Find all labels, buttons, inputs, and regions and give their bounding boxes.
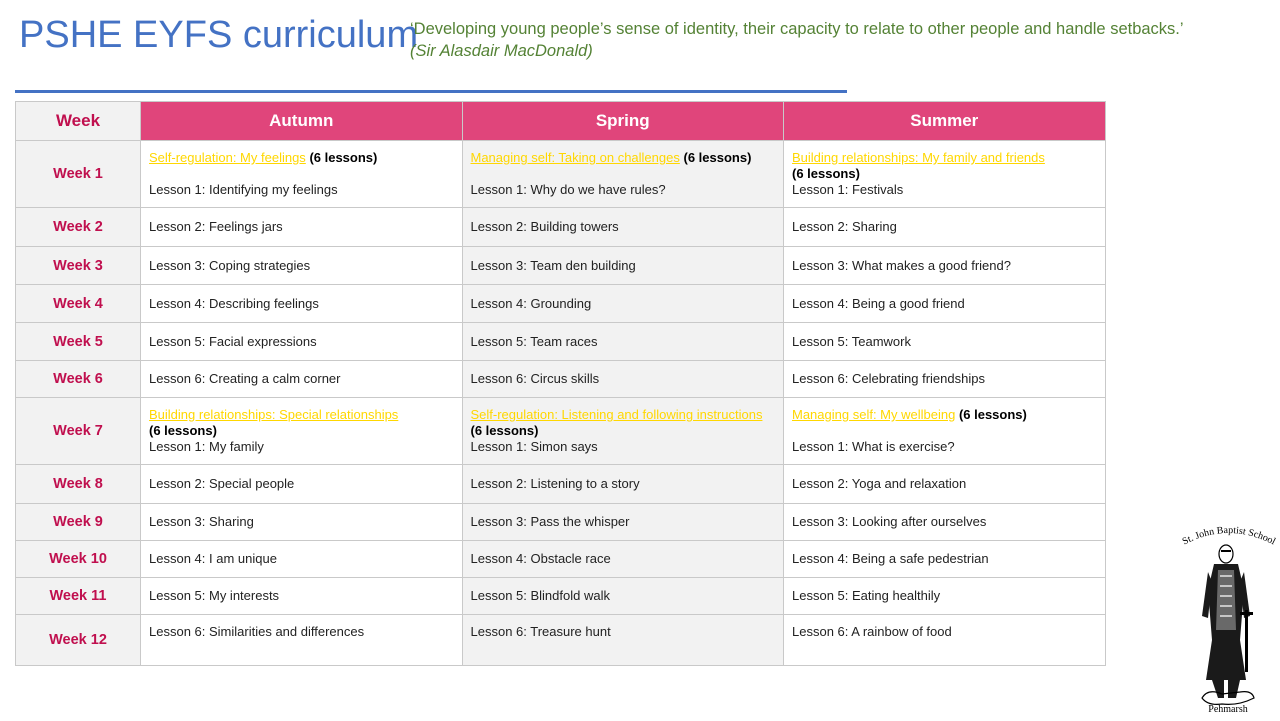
lesson-text: Lesson 1: Simon says — [470, 439, 598, 454]
table-row — [16, 247, 1106, 285]
autumn-cell: Lesson 6: Creating a calm corner — [141, 361, 463, 398]
week-label: Week 11 — [16, 578, 141, 615]
lesson-text: Lesson 1: Identifying my feelings — [149, 182, 338, 197]
week-label: Week 3 — [16, 247, 141, 285]
unit-link-summer-2[interactable]: Managing self: My wellbeing — [792, 407, 956, 422]
header-week: Week — [16, 102, 141, 141]
unit-count: (6 lessons) — [309, 150, 378, 165]
week-label: Week 8 — [16, 465, 141, 504]
unit-link-spring-1[interactable]: Managing self: Taking on challenges — [470, 150, 680, 165]
spring-cell: Lesson 5: Team races — [462, 323, 784, 361]
school-logo — [1178, 520, 1278, 716]
quote-block — [410, 18, 1270, 62]
table-row — [16, 541, 1106, 578]
unit-count: (6 lessons) — [683, 150, 752, 165]
week-label: Week 9 — [16, 504, 141, 541]
spring-cell — [462, 398, 784, 465]
autumn-cell: Lesson 2: Special people — [141, 465, 463, 504]
table-row — [16, 285, 1106, 323]
spring-cell: Lesson 2: Building towers — [462, 208, 784, 247]
table-row — [16, 323, 1106, 361]
autumn-cell: Lesson 3: Sharing — [141, 504, 463, 541]
summer-cell: Lesson 2: Sharing — [784, 208, 1106, 247]
table-row — [16, 615, 1106, 666]
summer-cell: Lesson 4: Being a safe pedestrian — [784, 541, 1106, 578]
unit-link-spring-2[interactable]: Self-regulation: Listening and following instructions — [470, 407, 763, 422]
autumn-cell: Lesson 5: My interests — [141, 578, 463, 615]
autumn-cell — [141, 398, 463, 465]
spring-cell: Lesson 4: Grounding — [462, 285, 784, 323]
autumn-cell — [141, 141, 463, 208]
spring-cell: Lesson 5: Blindfold walk — [462, 578, 784, 615]
header-autumn: Autumn — [141, 102, 463, 141]
logo-school-name: St. John Baptist School — [1180, 524, 1278, 548]
week-label: Week 2 — [16, 208, 141, 247]
spring-cell: Lesson 4: Obstacle race — [462, 541, 784, 578]
summer-cell: Lesson 2: Yoga and relaxation — [784, 465, 1106, 504]
svg-text:St. John Baptist School — [1181, 525, 1278, 548]
summer-cell: Lesson 6: A rainbow of food — [784, 615, 1106, 666]
summer-cell: Lesson 3: Looking after ourselves — [784, 504, 1106, 541]
spring-cell: Lesson 6: Circus skills — [462, 361, 784, 398]
autumn-cell: Lesson 4: I am unique — [141, 541, 463, 578]
lesson-text: Lesson 1: My family — [149, 439, 264, 454]
lesson-text: Lesson 1: Festivals — [792, 182, 904, 197]
spring-cell: Lesson 3: Pass the whisper — [462, 504, 784, 541]
summer-cell — [784, 141, 1106, 208]
table-row — [16, 361, 1106, 398]
spring-cell: Lesson 2: Listening to a story — [462, 465, 784, 504]
summer-cell: Lesson 6: Celebrating friendships — [784, 361, 1106, 398]
lesson-text: Lesson 1: What is exercise? — [792, 439, 955, 454]
table-row — [16, 398, 1106, 465]
quote-author: (Sir Alasdair MacDonald) — [410, 42, 593, 60]
unit-link-summer-1[interactable]: Building relationships: My family and friends — [792, 150, 1045, 165]
week-label: Week 10 — [16, 541, 141, 578]
table-row — [16, 141, 1106, 208]
unit-count: (6 lessons) — [958, 407, 1027, 422]
spring-cell: Lesson 3: Team den building — [462, 247, 784, 285]
week-label: Week 6 — [16, 361, 141, 398]
header-spring: Spring — [462, 102, 784, 141]
table-row — [16, 504, 1106, 541]
week-label: Week 4 — [16, 285, 141, 323]
unit-count: (6 lessons) — [149, 423, 217, 438]
table-row — [16, 465, 1106, 504]
autumn-cell: Lesson 6: Similarities and differences — [141, 615, 463, 666]
week-label: Week 12 — [16, 615, 141, 666]
autumn-cell: Lesson 2: Feelings jars — [141, 208, 463, 247]
curriculum-table — [15, 101, 1106, 666]
table-row — [16, 578, 1106, 615]
summer-cell: Lesson 5: Teamwork — [784, 323, 1106, 361]
week-label: Week 1 — [16, 141, 141, 208]
unit-count: (6 lessons) — [792, 166, 860, 181]
logo-place-name: Pehmarsh — [1208, 704, 1248, 715]
spring-cell — [462, 141, 784, 208]
title-divider — [15, 90, 847, 93]
week-label: Week 5 — [16, 323, 141, 361]
lesson-text: Lesson 1: Why do we have rules? — [470, 182, 666, 197]
quote-text: ‘Developing young people’s sense of identity, their capacity to relate to other people and handle setbacks.’ — [410, 20, 1184, 38]
autumn-cell: Lesson 4: Describing feelings — [141, 285, 463, 323]
spring-cell: Lesson 6: Treasure hunt — [462, 615, 784, 666]
page-title: PSHE EYFS curriculum — [19, 14, 419, 56]
school-crest-icon — [1178, 520, 1278, 716]
autumn-cell: Lesson 5: Facial expressions — [141, 323, 463, 361]
summer-cell — [784, 398, 1106, 465]
header-summer: Summer — [784, 102, 1106, 141]
summer-cell: Lesson 4: Being a good friend — [784, 285, 1106, 323]
table-row — [16, 208, 1106, 247]
week-label: Week 7 — [16, 398, 141, 465]
unit-link-autumn-1[interactable]: Self-regulation: My feelings — [149, 150, 306, 165]
unit-count: (6 lessons) — [470, 423, 539, 438]
autumn-cell: Lesson 3: Coping strategies — [141, 247, 463, 285]
summer-cell: Lesson 3: What makes a good friend? — [784, 247, 1106, 285]
summer-cell: Lesson 5: Eating healthily — [784, 578, 1106, 615]
table-header-row — [16, 102, 1106, 141]
unit-link-autumn-2[interactable]: Building relationships: Special relationships — [149, 407, 399, 422]
